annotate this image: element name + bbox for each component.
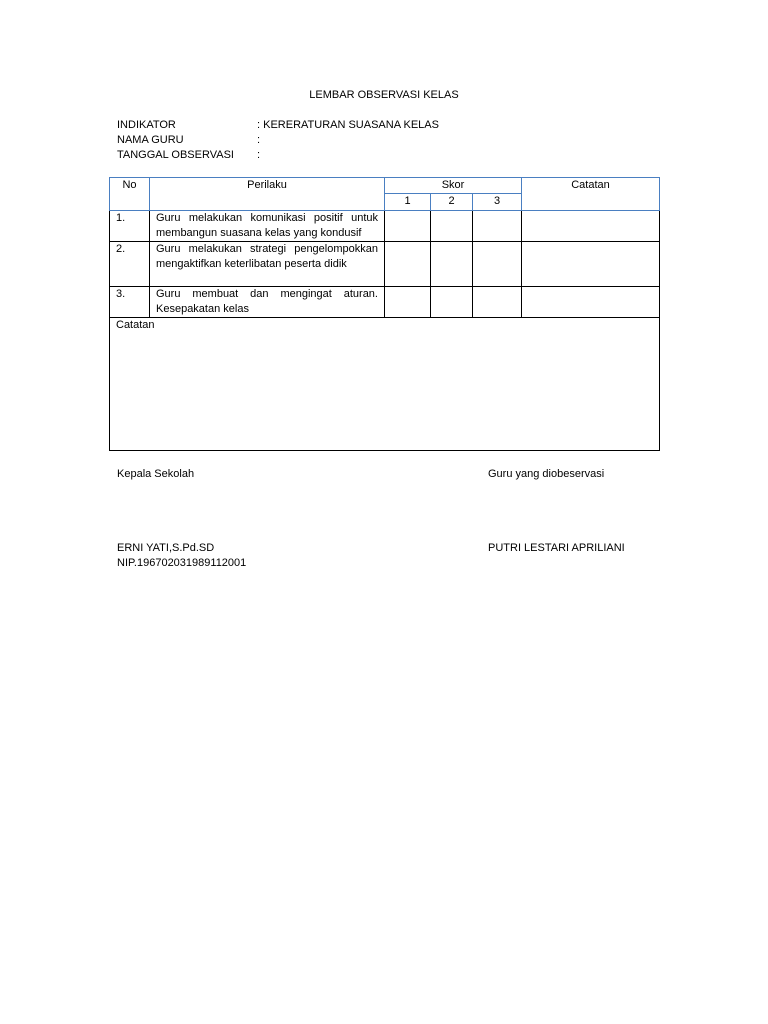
score-cell-2[interactable] bbox=[431, 211, 473, 242]
row-no: 3. bbox=[110, 287, 150, 318]
row-catatan-cell[interactable] bbox=[522, 211, 660, 242]
row-no: 1. bbox=[110, 211, 150, 242]
notes-cell[interactable]: Catatan bbox=[110, 318, 660, 451]
meta-block bbox=[117, 118, 439, 163]
meta-row-tanggal bbox=[117, 148, 439, 163]
meta-value: : bbox=[257, 134, 261, 146]
table-row bbox=[110, 242, 660, 287]
row-no: 2. bbox=[110, 242, 150, 287]
score-cell-3[interactable] bbox=[473, 287, 522, 318]
table-row bbox=[110, 287, 660, 318]
header-skor-1: 1 bbox=[385, 194, 431, 211]
notes-row bbox=[110, 318, 660, 451]
meta-row-nama-guru bbox=[117, 133, 439, 148]
row-perilaku: Guru melakukan komunikasi positif untuk membangun suasana kelas yang kondusif bbox=[150, 211, 385, 242]
table-row bbox=[110, 211, 660, 242]
header-skor: Skor bbox=[385, 178, 522, 194]
score-cell-1[interactable] bbox=[385, 287, 431, 318]
signature-left-role: Kepala Sekolah bbox=[117, 468, 195, 480]
score-cell-2[interactable] bbox=[431, 242, 473, 287]
signature-right-name: PUTRI LESTARI APRILIANI bbox=[488, 542, 625, 554]
meta-value: : KERERATURAN SUASANA KELAS bbox=[257, 119, 439, 131]
meta-label: NAMA GURU bbox=[117, 134, 184, 146]
row-perilaku: Guru membuat dan mengingat aturan. Kesepakatan kelas bbox=[150, 287, 385, 318]
header-skor-3: 3 bbox=[473, 194, 522, 211]
document-title: LEMBAR OBSERVASI KELAS bbox=[309, 89, 459, 101]
row-catatan-cell[interactable] bbox=[522, 242, 660, 287]
observation-table bbox=[109, 177, 660, 451]
score-cell-2[interactable] bbox=[431, 287, 473, 318]
signature-right-role: Guru yang diobeservasi bbox=[488, 468, 605, 480]
score-cell-1[interactable] bbox=[385, 242, 431, 287]
signature-left-nip: NIP.196702031989112001 bbox=[117, 557, 247, 569]
header-skor-2: 2 bbox=[431, 194, 473, 211]
signature-left-name: ERNI YATI,S.Pd.SD bbox=[117, 542, 215, 554]
meta-label: INDIKATOR bbox=[117, 119, 176, 131]
score-cell-3[interactable] bbox=[473, 242, 522, 287]
score-cell-3[interactable] bbox=[473, 211, 522, 242]
meta-value: : bbox=[257, 149, 261, 161]
row-perilaku: Guru melakukan strategi pengelompokkan mengaktifkan keterlibatan peserta didik bbox=[150, 242, 385, 287]
score-cell-1[interactable] bbox=[385, 211, 431, 242]
meta-row-indikator bbox=[117, 118, 439, 133]
header-catatan: Catatan bbox=[522, 178, 660, 211]
header-perilaku: Perilaku bbox=[150, 178, 385, 211]
row-catatan-cell[interactable] bbox=[522, 287, 660, 318]
table-header-row bbox=[110, 178, 660, 194]
meta-label: TANGGAL OBSERVASI bbox=[117, 149, 234, 161]
header-no: No bbox=[110, 178, 150, 211]
